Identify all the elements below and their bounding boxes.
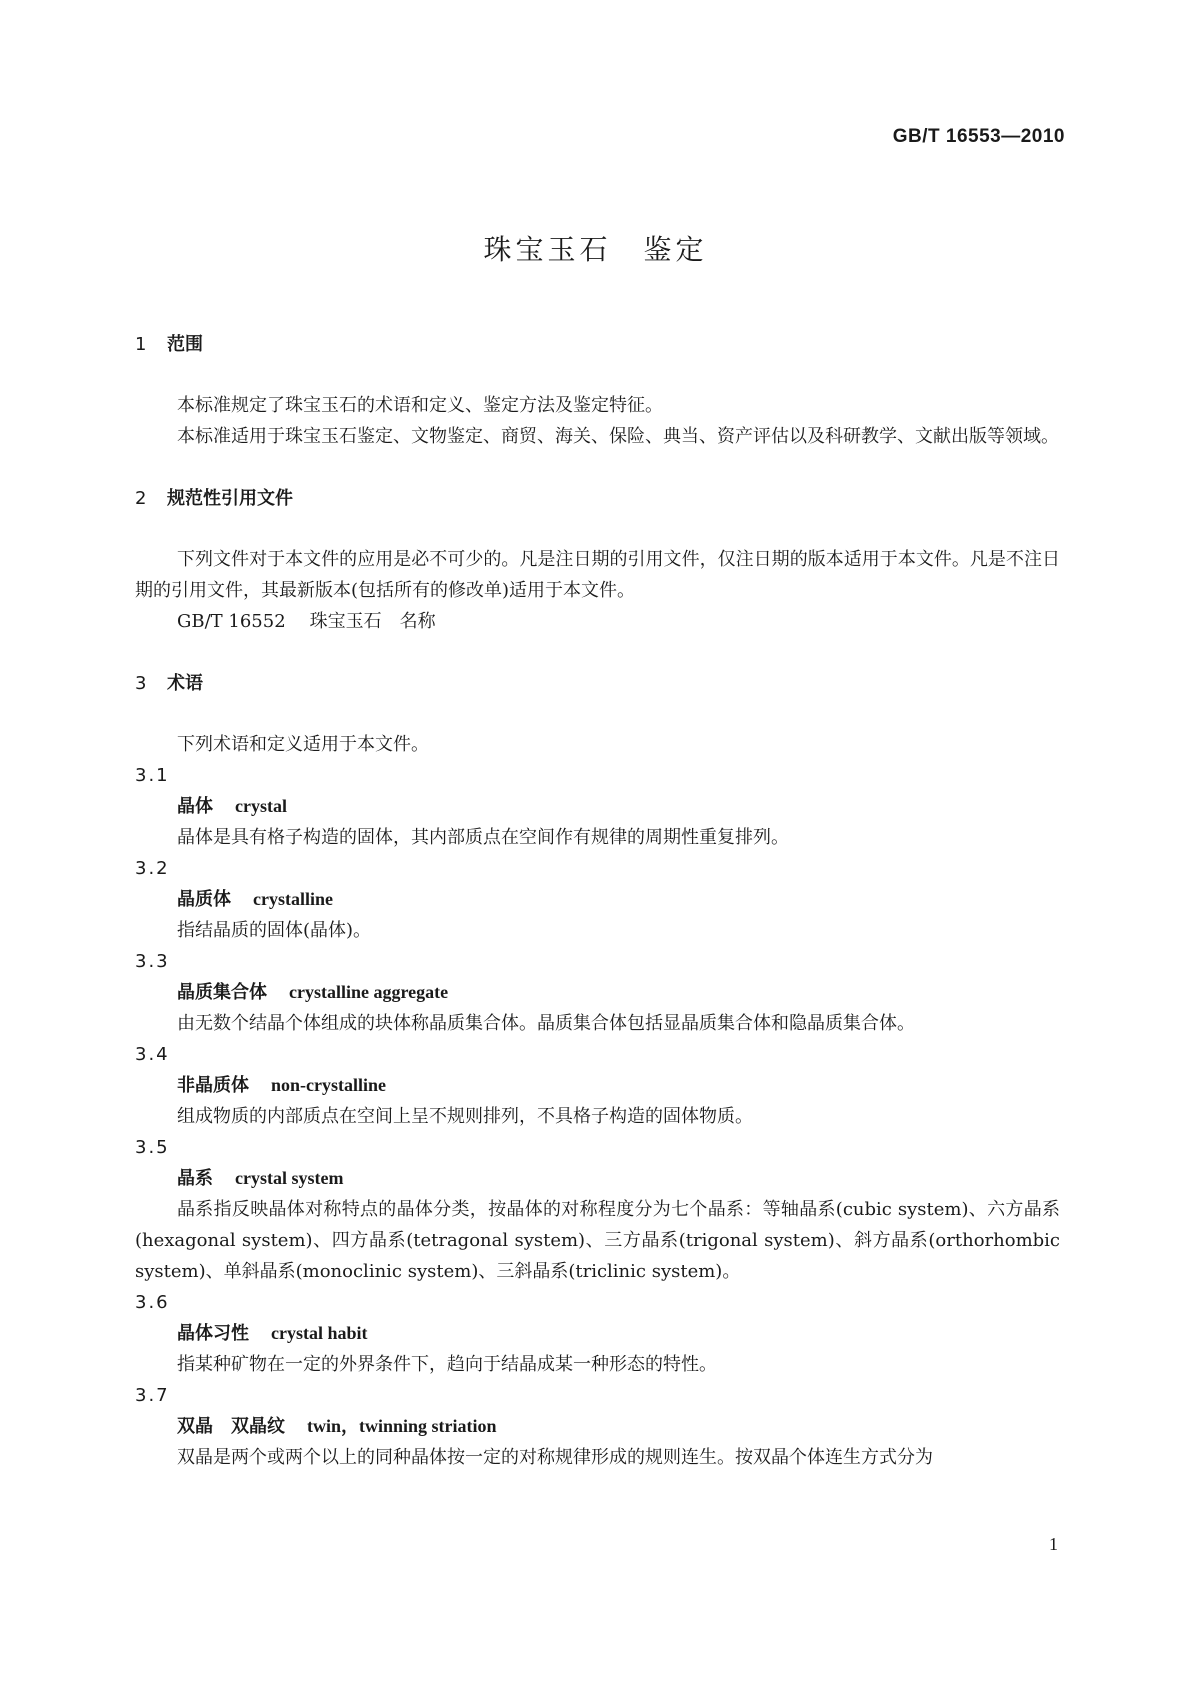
- term-english: crystalline aggregate: [289, 982, 449, 1002]
- term-definition: 晶体是具有格子构造的固体，其内部质点在空间作有规律的周期性重复排列。: [177, 827, 789, 848]
- term-heading: [135, 1070, 1060, 1101]
- term-heading: [135, 977, 1060, 1008]
- scope-paragraph-2: 本标准适用于珠宝玉石鉴定、文物鉴定、商贸、海关、保险、典当、资产评估以及科研教学、文献出版等领域。: [177, 426, 1059, 447]
- document-title: 珠宝玉石 鉴定: [483, 233, 708, 266]
- term-heading: [135, 884, 1060, 915]
- term-english: crystalline: [253, 889, 333, 909]
- term-number: 3.5: [135, 1137, 170, 1158]
- page-number: 1: [1049, 1534, 1058, 1554]
- section-title: 规范性引用文件: [167, 488, 293, 509]
- term-english: crystal: [235, 796, 287, 816]
- terms-intro: 下列术语和定义适用于本文件。: [177, 734, 429, 755]
- standard-code: GB/T 16553—2010: [892, 126, 1065, 147]
- section-heading-scope: [135, 330, 1060, 360]
- section-heading-references: [135, 484, 1060, 514]
- term-number: 3.1: [135, 765, 170, 786]
- term-definition: 指结晶质的固体(晶体)。: [177, 920, 372, 941]
- reference-code: GB/T 16552: [177, 611, 286, 632]
- references-paragraph: 下列文件对于本文件的应用是必不可少的。凡是注日期的引用文件，仅注日期的版本适用于本文件。凡是不注日期的引用文件，其最新版本(包括所有的修改单)适用于本文件。: [135, 549, 1060, 601]
- document-body: [135, 330, 1060, 1473]
- term-definition: 指某种矿物在一定的外界条件下，趋向于结晶成某一种形态的特性。: [177, 1354, 717, 1375]
- section-number: 3: [135, 673, 147, 694]
- term-number: 3.4: [135, 1044, 170, 1065]
- term-definition: 晶系指反映晶体对称特点的晶体分类，按晶体的对称程度分为七个晶系：等轴晶系(cubic system)、六方晶系(hexagonal system)、四方晶系(tetragonal system)、三方晶系(trigonal system)、斜方晶系(orthorhombic system)、单斜晶系(monoclinic system)、三斜晶系(triclinic system)。: [135, 1199, 1060, 1282]
- term-english: crystal system: [235, 1168, 344, 1188]
- term-heading: [135, 1411, 1060, 1442]
- section-title: 范围: [167, 334, 203, 355]
- term-heading: [135, 1163, 1060, 1194]
- term-number: 3.3: [135, 951, 170, 972]
- reference-title: 珠宝玉石 名称: [309, 611, 436, 632]
- term-definition: 组成物质的内部质点在空间上呈不规则排列，不具格子构造的固体物质。: [177, 1106, 753, 1127]
- term-definition: 由无数个结晶个体组成的块体称晶质集合体。晶质集合体包括显晶质集合体和隐晶质集合体。: [177, 1013, 915, 1034]
- terms-list: [135, 760, 1060, 1473]
- term-number: 3.7: [135, 1385, 170, 1406]
- term-english: twin，twinning striation: [307, 1416, 497, 1436]
- term-number: 3.2: [135, 858, 170, 879]
- term-english: non-crystalline: [271, 1075, 386, 1095]
- term-chinese: 晶系: [177, 1168, 213, 1189]
- term-heading: [135, 1318, 1060, 1349]
- term-chinese: 晶质集合体: [177, 982, 267, 1003]
- reference-entry: [135, 606, 1060, 637]
- scope-paragraph-1: 本标准规定了珠宝玉石的术语和定义、鉴定方法及鉴定特征。: [177, 395, 663, 416]
- term-chinese: 晶体习性: [177, 1323, 249, 1344]
- term-heading: [135, 791, 1060, 822]
- term-chinese: 双晶 双晶纹: [177, 1416, 285, 1437]
- section-number: 2: [135, 488, 147, 509]
- term-definition: 双晶是两个或两个以上的同种晶体按一定的对称规律形成的规则连生。按双晶个体连生方式分为: [177, 1447, 933, 1468]
- section-number: 1: [135, 334, 147, 355]
- section-heading-terms: [135, 669, 1060, 699]
- term-number: 3.6: [135, 1292, 170, 1313]
- term-english: crystal habit: [271, 1323, 368, 1343]
- section-title: 术语: [167, 673, 203, 694]
- term-chinese: 非晶质体: [177, 1075, 249, 1096]
- term-chinese: 晶体: [177, 796, 213, 817]
- term-chinese: 晶质体: [177, 889, 231, 910]
